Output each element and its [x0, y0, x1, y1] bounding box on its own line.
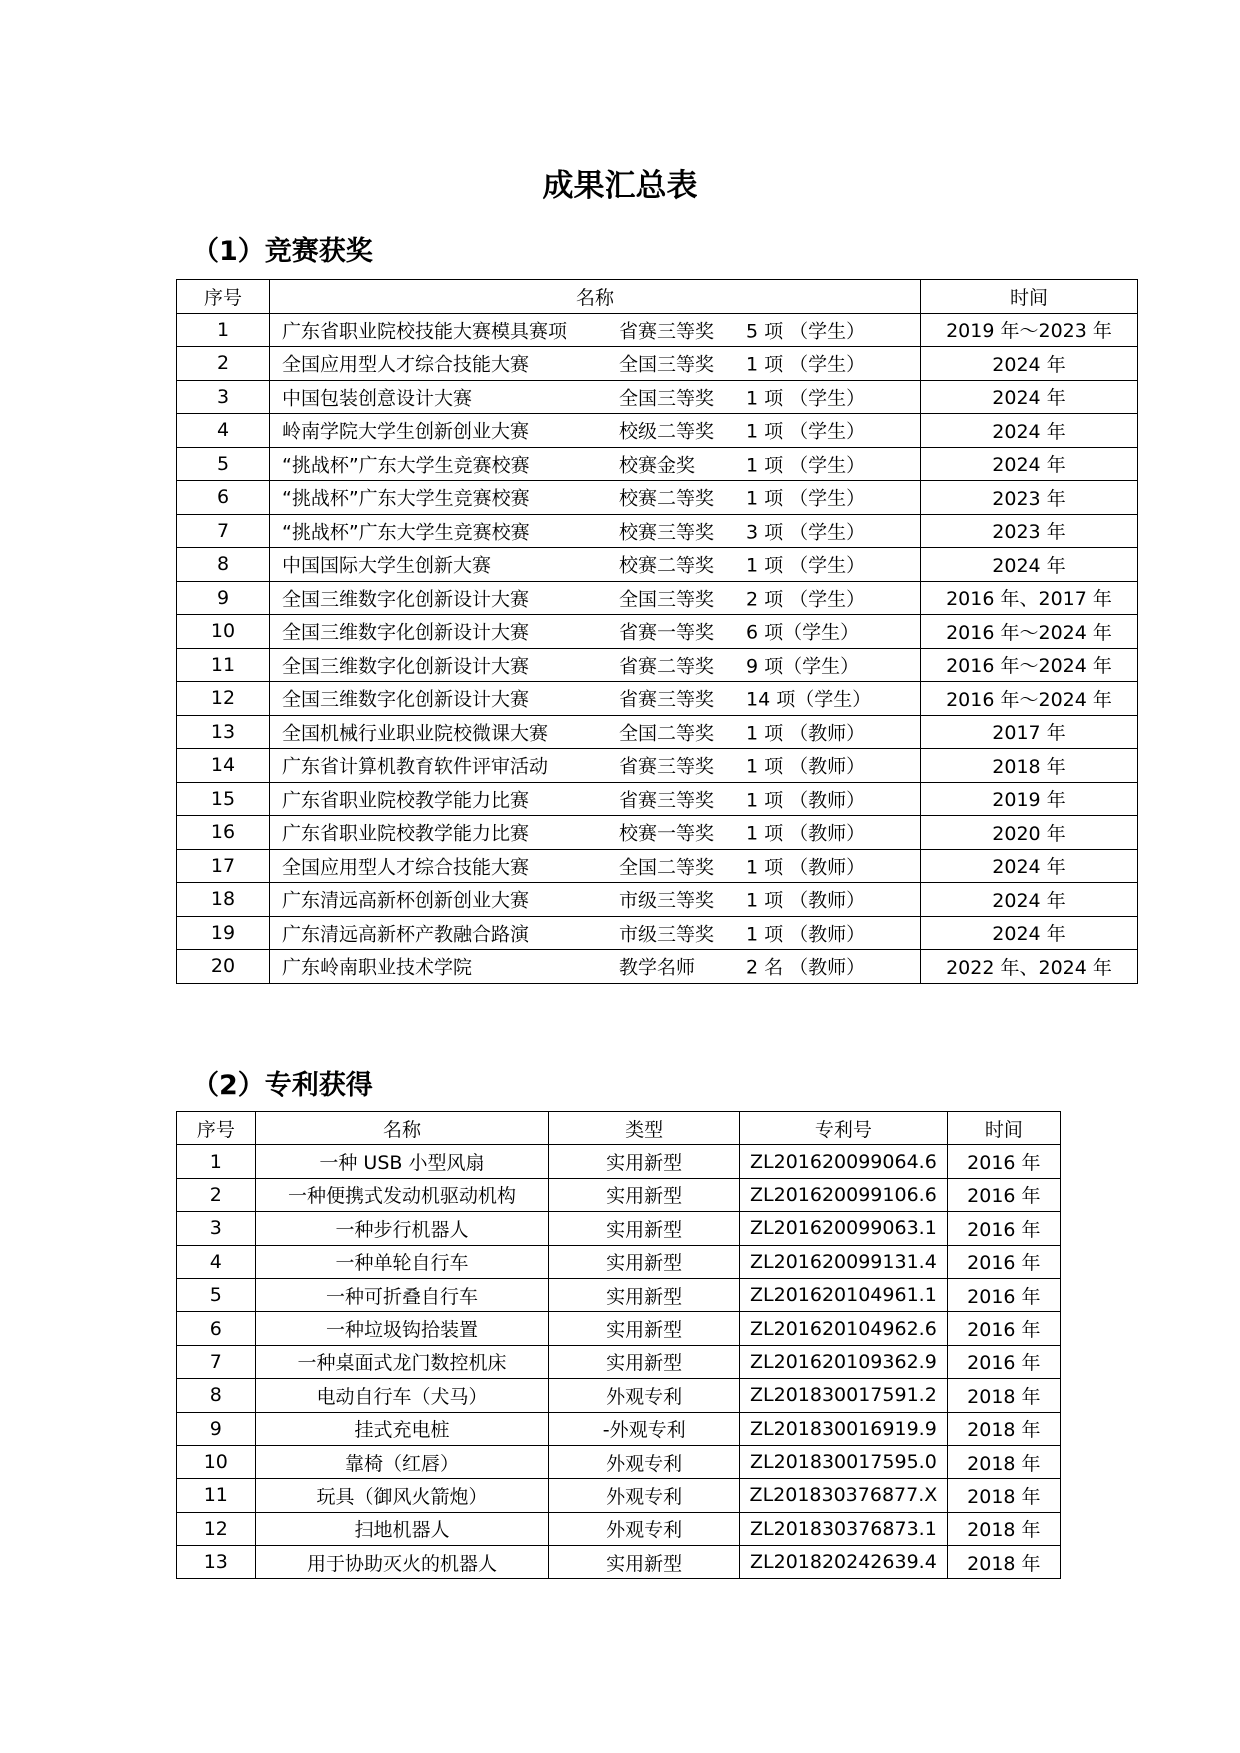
row-name: 用于协助灭火的机器人: [255, 1546, 549, 1579]
award-count: 1 项 （教师）: [746, 789, 866, 812]
table-row: [177, 682, 1138, 716]
row-time: 2024 年: [921, 548, 1138, 582]
row-name: [270, 347, 921, 381]
row-name: [270, 849, 921, 883]
table-row: [177, 481, 1138, 515]
row-name: 一种桌面式龙门数控机床: [255, 1345, 549, 1378]
table-header-row: [177, 1112, 1061, 1145]
award-count: 6 项（学生）: [746, 621, 860, 644]
table-row: [177, 883, 1138, 917]
row-index: 6: [177, 1312, 256, 1345]
row-type: 实用新型: [549, 1278, 740, 1311]
row-index: 10: [177, 1445, 256, 1478]
row-type: 外观专利: [549, 1479, 740, 1512]
award-event: 广东省职业院校技能大赛模具赛项: [282, 320, 568, 343]
award-count: 1 项 （教师）: [746, 755, 866, 778]
row-index: 3: [177, 1212, 256, 1245]
table-row: [177, 581, 1138, 615]
row-name: [270, 816, 921, 850]
table-row: [177, 347, 1138, 381]
patents-heading: （2）专利获得: [192, 1070, 373, 1101]
award-event: 广东清远高新杯产教融合路演: [282, 923, 530, 946]
row-patent-number: ZL201620109362.9: [740, 1345, 948, 1378]
award-level: 全国三等奖: [619, 588, 715, 611]
row-name: 玩具（御风火箭炮）: [255, 1479, 549, 1512]
award-count: 1 项 （学生）: [746, 353, 866, 376]
row-type: 外观专利: [549, 1379, 740, 1412]
row-index: 3: [177, 380, 270, 414]
row-time: 2024 年: [921, 916, 1138, 950]
table-row: [177, 1479, 1061, 1512]
award-level: 校赛金奖: [619, 454, 696, 477]
row-patent-number: ZL201620099063.1: [740, 1212, 948, 1245]
award-event: 广东省职业院校教学能力比赛: [282, 789, 530, 812]
award-event: 广东省职业院校教学能力比赛: [282, 822, 530, 845]
row-name: [270, 548, 921, 582]
table-row: [177, 1312, 1061, 1345]
row-time: 2024 年: [921, 347, 1138, 381]
award-level: 市级三等奖: [619, 923, 715, 946]
row-patent-number: ZL201820242639.4: [740, 1546, 948, 1579]
header-name: 名称: [270, 280, 921, 314]
award-level: 教学名师: [619, 956, 696, 979]
row-name: 扫地机器人: [255, 1512, 549, 1545]
award-event: 全国应用型人才综合技能大赛: [282, 353, 530, 376]
row-type: -外观专利: [549, 1412, 740, 1445]
row-name: [270, 481, 921, 515]
row-type: 外观专利: [549, 1512, 740, 1545]
row-index: 11: [177, 648, 270, 682]
row-index: 7: [177, 1345, 256, 1378]
table-row: [177, 816, 1138, 850]
row-name: [270, 414, 921, 448]
row-index: 18: [177, 883, 270, 917]
row-time: 2016 年: [947, 1345, 1060, 1378]
award-level: 省赛三等奖: [619, 789, 715, 812]
award-level: 校赛一等奖: [619, 822, 715, 845]
row-index: 19: [177, 916, 270, 950]
table-row: [177, 715, 1138, 749]
row-time: 2016 年: [947, 1212, 1060, 1245]
row-time: 2023 年: [921, 481, 1138, 515]
award-count: 14 项（学生）: [746, 688, 872, 711]
award-event: 中国国际大学生创新大赛: [282, 554, 492, 577]
award-level: 校赛三等奖: [619, 521, 715, 544]
award-level: 市级三等奖: [619, 889, 715, 912]
table-row: [177, 1212, 1061, 1245]
row-patent-number: ZL201830017595.0: [740, 1445, 948, 1478]
row-name: [270, 581, 921, 615]
award-level: 省赛一等奖: [619, 621, 715, 644]
table-row: [177, 648, 1138, 682]
row-index: 4: [177, 1245, 256, 1278]
award-event: 全国三维数字化创新设计大赛: [282, 655, 530, 678]
row-name: 靠椅（红唇）: [255, 1445, 549, 1478]
award-count: 1 项 （学生）: [746, 487, 866, 510]
award-level: 校赛二等奖: [619, 554, 715, 577]
row-patent-number: ZL201830376877.X: [740, 1479, 948, 1512]
award-level: 全国三等奖: [619, 387, 715, 410]
row-type: 实用新型: [549, 1546, 740, 1579]
row-type: 实用新型: [549, 1212, 740, 1245]
award-count: 1 项 （学生）: [746, 420, 866, 443]
awards-table: [176, 279, 1138, 984]
table-row: [177, 1278, 1061, 1311]
row-index: 4: [177, 414, 270, 448]
header-time: 时间: [921, 280, 1138, 314]
row-index: 1: [177, 313, 270, 347]
row-index: 15: [177, 782, 270, 816]
row-time: 2024 年: [921, 380, 1138, 414]
award-count: 1 项 （教师）: [746, 923, 866, 946]
award-event: “挑战杯”广东大学生竞赛校赛: [282, 487, 530, 510]
row-patent-number: ZL201620099131.4: [740, 1245, 948, 1278]
row-type: 实用新型: [549, 1245, 740, 1278]
row-name: [270, 615, 921, 649]
row-patent-number: ZL201830376873.1: [740, 1512, 948, 1545]
table-row: [177, 1546, 1061, 1579]
header-patent-number: 专利号: [740, 1112, 948, 1145]
row-index: 12: [177, 682, 270, 716]
table-row: [177, 1445, 1061, 1478]
page-title: 成果汇总表: [542, 168, 698, 204]
award-level: 省赛二等奖: [619, 655, 715, 678]
row-patent-number: ZL201830016919.9: [740, 1412, 948, 1445]
row-patent-number: ZL201620104961.1: [740, 1278, 948, 1311]
table-row: [177, 1178, 1061, 1211]
table-row: [177, 950, 1138, 984]
header-time: 时间: [947, 1112, 1060, 1145]
row-time: 2018 年: [947, 1412, 1060, 1445]
patents-table: [176, 1111, 1061, 1579]
award-count: 2 名 （教师）: [746, 956, 866, 979]
award-count: 5 项 （学生）: [746, 320, 866, 343]
award-count: 1 项 （学生）: [746, 387, 866, 410]
row-index: 2: [177, 1178, 256, 1211]
table-row: [177, 1379, 1061, 1412]
row-time: 2018 年: [947, 1445, 1060, 1478]
row-time: 2019 年: [921, 782, 1138, 816]
award-count: 1 项 （教师）: [746, 722, 866, 745]
row-patent-number: ZL201620099106.6: [740, 1178, 948, 1211]
award-event: 全国三维数字化创新设计大赛: [282, 621, 530, 644]
row-type: 实用新型: [549, 1312, 740, 1345]
table-row: [177, 514, 1138, 548]
row-name: 一种垃圾钩拾装置: [255, 1312, 549, 1345]
award-event: “挑战杯”广东大学生竞赛校赛: [282, 454, 530, 477]
award-level: 校级二等奖: [619, 420, 715, 443]
award-level: 全国三等奖: [619, 353, 715, 376]
table-row: [177, 548, 1138, 582]
row-time: 2016 年～2024 年: [921, 682, 1138, 716]
award-event: 广东省计算机教育软件评审活动: [282, 755, 549, 778]
row-index: 7: [177, 514, 270, 548]
row-patent-number: ZL201830017591.2: [740, 1379, 948, 1412]
award-count: 3 项 （学生）: [746, 521, 866, 544]
row-index: 2: [177, 347, 270, 381]
row-time: 2019 年～2023 年: [921, 313, 1138, 347]
row-type: 实用新型: [549, 1178, 740, 1211]
header-index: 序号: [177, 1112, 256, 1145]
row-type: 实用新型: [549, 1345, 740, 1378]
award-level: 校赛二等奖: [619, 487, 715, 510]
award-count: 1 项 （学生）: [746, 554, 866, 577]
row-patent-number: ZL201620104962.6: [740, 1312, 948, 1345]
award-level: 省赛三等奖: [619, 755, 715, 778]
row-name: [270, 715, 921, 749]
award-event: 全国三维数字化创新设计大赛: [282, 588, 530, 611]
row-name: [270, 883, 921, 917]
row-time: 2016 年、2017 年: [921, 581, 1138, 615]
row-time: 2023 年: [921, 514, 1138, 548]
row-name: 一种 USB 小型风扇: [255, 1145, 549, 1178]
row-name: [270, 950, 921, 984]
awards-heading: （1）竞赛获奖: [192, 236, 373, 267]
row-index: 14: [177, 749, 270, 783]
table-row: [177, 380, 1138, 414]
row-index: 6: [177, 481, 270, 515]
row-index: 13: [177, 715, 270, 749]
table-row: [177, 615, 1138, 649]
row-time: 2020 年: [921, 816, 1138, 850]
award-event: 全国机械行业职业院校微课大赛: [282, 722, 549, 745]
row-index: 13: [177, 1546, 256, 1579]
row-name: [270, 682, 921, 716]
row-name: 一种便携式发动机驱动机构: [255, 1178, 549, 1211]
table-row: [177, 414, 1138, 448]
award-level: 全国二等奖: [619, 856, 715, 879]
table-row: [177, 782, 1138, 816]
award-count: 1 项 （教师）: [746, 822, 866, 845]
row-name: 一种可折叠自行车: [255, 1278, 549, 1311]
table-row: [177, 1512, 1061, 1545]
award-event: 中国包装创意设计大赛: [282, 387, 473, 410]
award-count: 2 项 （学生）: [746, 588, 866, 611]
row-time: 2018 年: [921, 749, 1138, 783]
table-row: [177, 447, 1138, 481]
row-index: 9: [177, 1412, 256, 1445]
row-index: 16: [177, 816, 270, 850]
award-event: 广东清远高新杯创新创业大赛: [282, 889, 530, 912]
row-index: 9: [177, 581, 270, 615]
row-name: [270, 514, 921, 548]
header-name: 名称: [255, 1112, 549, 1145]
row-time: 2024 年: [921, 883, 1138, 917]
row-type: 外观专利: [549, 1445, 740, 1478]
table-row: [177, 916, 1138, 950]
row-name: 挂式充电桩: [255, 1412, 549, 1445]
header-type: 类型: [549, 1112, 740, 1145]
table-header-row: [177, 280, 1138, 314]
row-time: 2024 年: [921, 447, 1138, 481]
header-index: 序号: [177, 280, 270, 314]
award-count: 1 项 （教师）: [746, 889, 866, 912]
row-time: 2018 年: [947, 1512, 1060, 1545]
row-type: 实用新型: [549, 1145, 740, 1178]
table-row: [177, 1245, 1061, 1278]
row-time: 2016 年: [947, 1278, 1060, 1311]
row-name: [270, 313, 921, 347]
row-time: 2024 年: [921, 414, 1138, 448]
row-index: 20: [177, 950, 270, 984]
award-event: “挑战杯”广东大学生竞赛校赛: [282, 521, 530, 544]
award-count: 1 项 （学生）: [746, 454, 866, 477]
table-row: [177, 849, 1138, 883]
row-index: 5: [177, 447, 270, 481]
row-time: 2016 年: [947, 1145, 1060, 1178]
row-name: [270, 916, 921, 950]
award-level: 全国二等奖: [619, 722, 715, 745]
row-index: 11: [177, 1479, 256, 1512]
row-time: 2016 年: [947, 1178, 1060, 1211]
row-name: 一种单轮自行车: [255, 1245, 549, 1278]
row-name: [270, 380, 921, 414]
award-level: 省赛三等奖: [619, 688, 715, 711]
award-event: 全国应用型人才综合技能大赛: [282, 856, 530, 879]
row-index: 5: [177, 1278, 256, 1311]
row-name: [270, 648, 921, 682]
row-name: [270, 749, 921, 783]
row-time: 2016 年～2024 年: [921, 615, 1138, 649]
row-time: 2018 年: [947, 1479, 1060, 1512]
table-row: [177, 749, 1138, 783]
award-event: 广东岭南职业技术学院: [282, 956, 473, 979]
row-index: 1: [177, 1145, 256, 1178]
row-patent-number: ZL201620099064.6: [740, 1145, 948, 1178]
row-time: 2016 年～2024 年: [921, 648, 1138, 682]
row-time: 2018 年: [947, 1546, 1060, 1579]
row-time: 2024 年: [921, 849, 1138, 883]
row-time: 2016 年: [947, 1245, 1060, 1278]
row-index: 10: [177, 615, 270, 649]
table-row: [177, 313, 1138, 347]
row-index: 12: [177, 1512, 256, 1545]
award-level: 省赛三等奖: [619, 320, 715, 343]
row-index: 17: [177, 849, 270, 883]
row-time: 2022 年、2024 年: [921, 950, 1138, 984]
row-time: 2016 年: [947, 1312, 1060, 1345]
row-name: 电动自行车（犬马）: [255, 1379, 549, 1412]
row-time: 2018 年: [947, 1379, 1060, 1412]
row-name: 一种步行机器人: [255, 1212, 549, 1245]
table-row: [177, 1145, 1061, 1178]
row-index: 8: [177, 1379, 256, 1412]
award-count: 1 项 （教师）: [746, 856, 866, 879]
award-count: 9 项（学生）: [746, 655, 860, 678]
table-row: [177, 1412, 1061, 1445]
row-name: [270, 782, 921, 816]
award-event: 岭南学院大学生创新创业大赛: [282, 420, 530, 443]
row-index: 8: [177, 548, 270, 582]
row-name: [270, 447, 921, 481]
table-row: [177, 1345, 1061, 1378]
row-time: 2017 年: [921, 715, 1138, 749]
award-event: 全国三维数字化创新设计大赛: [282, 688, 530, 711]
